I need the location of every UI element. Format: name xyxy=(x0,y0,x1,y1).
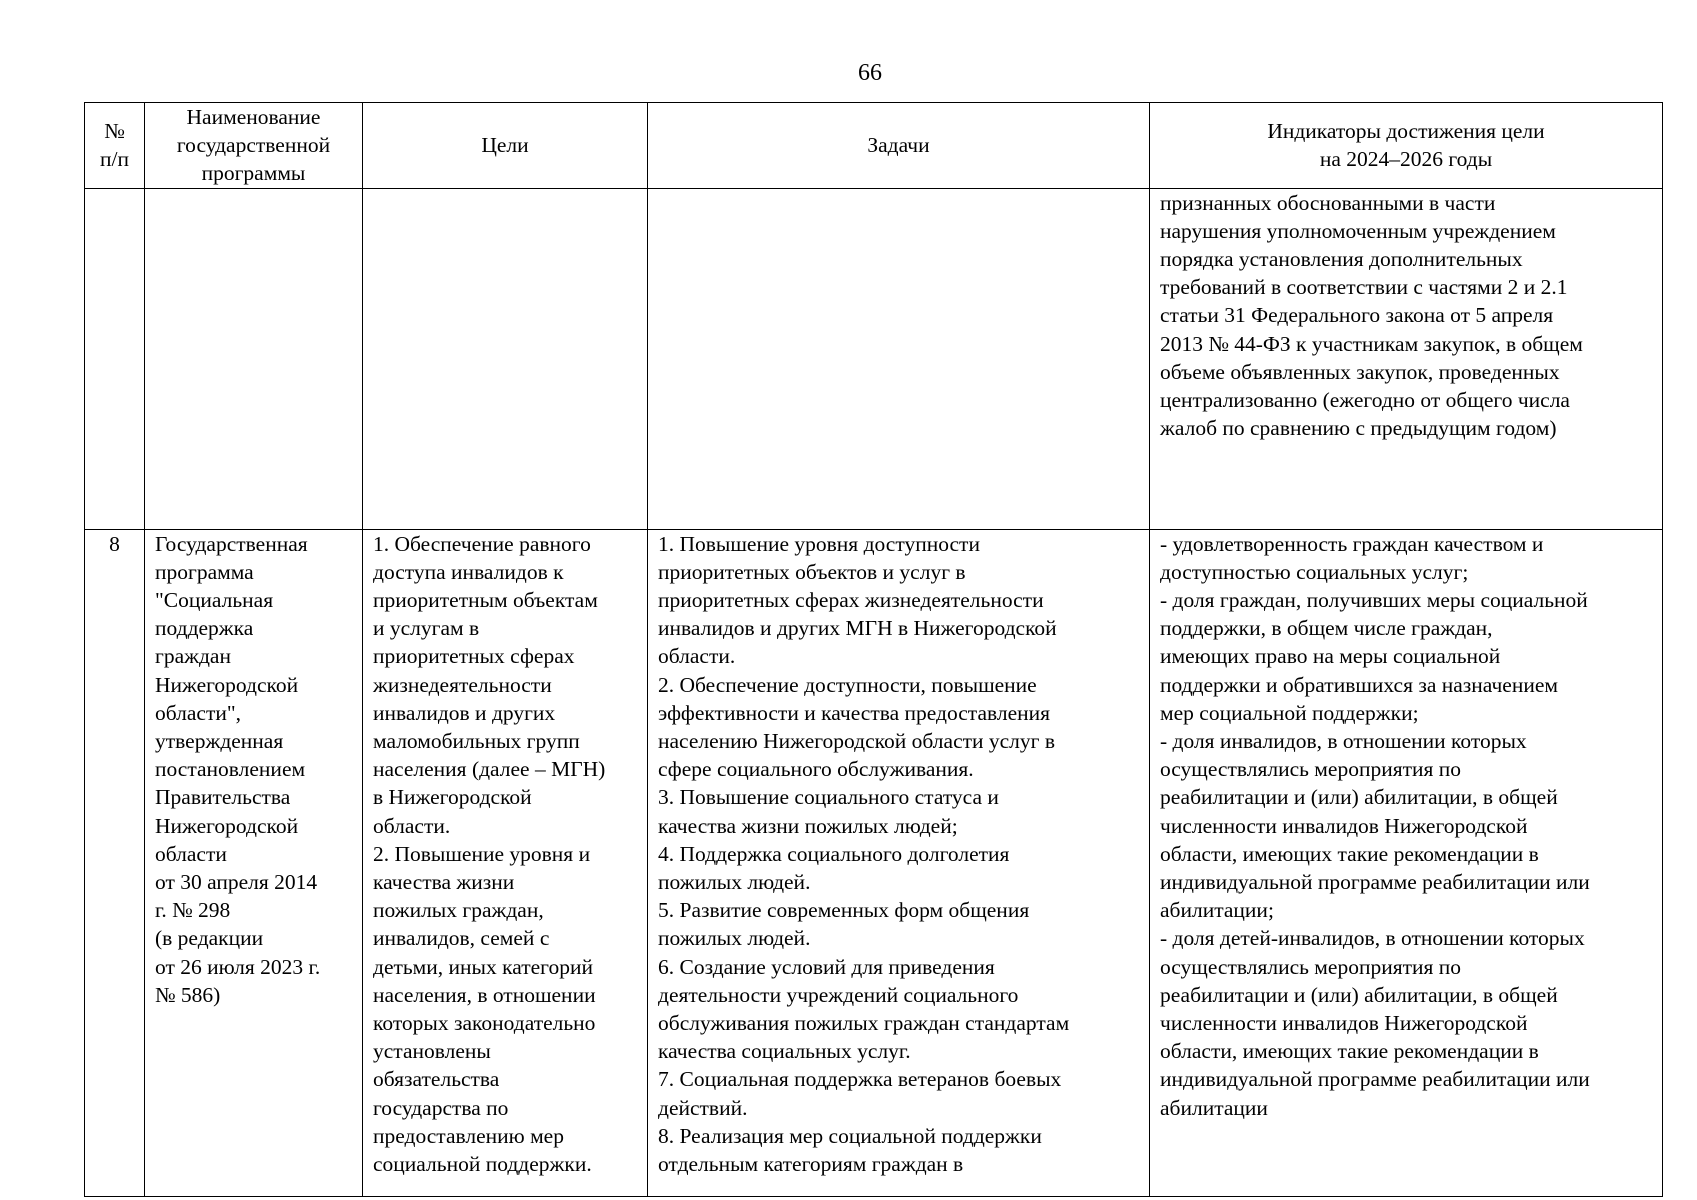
table-row-continuation xyxy=(85,188,1663,529)
cell-tasks: 1. Повышение уровня доступности приоритетных объектов и услуг в приоритетных сферах жизнедеятельности инвалидов и других МГН в Нижегородской области. 2. Обеспечение доступности, повышение эффективности и качества предоставления населению Нижегородской области услуг в сфере социального обслуживания. 3. Повышение социального статуса и качества жизни пожилых людей; 4. Поддержка социального долголетия пожилых людей. 5. Развитие современных форм общения пожилых людей. 6. Создание условий для приведения деятельности учреждений социального обслуживания пожилых граждан стандартам качества социальных услуг. 7. Социальная поддержка ветеранов боевых действий. 8. Реализация мер социальной поддержки отдельным категориям граждан в xyxy=(648,529,1150,1196)
table-row-8 xyxy=(85,529,1663,1196)
programs-table xyxy=(84,102,1663,1197)
page-number: 66 xyxy=(858,60,882,86)
header-goals: Цели xyxy=(363,103,648,189)
cell-goals: 1. Обеспечение равного доступа инвалидов к приоритетным объектам и услугам в приоритетных сферах жизнедеятельности инвалидов и других маломобильных групп населения (далее – МГН) в Нижегородской области. 2. Повышение уровня и качества жизни пожилых граждан, инвалидов, семей с детьми, иных категорий населения, в отношении которых законодательно установлены обязательства государства по предоставлению мер социальной поддержки. xyxy=(363,529,648,1196)
cell-tasks xyxy=(648,188,1150,529)
cell-program: Государственная программа "Социальная поддержка граждан Нижегородской области", утвержденная постановлением Правительства Нижегородской области от 30 апреля 2014 г. № 298 (в редакции от 26 июля 2023 г. № 586) xyxy=(145,529,363,1196)
cell-program xyxy=(145,188,363,529)
cell-indicators: признанных обоснованными в части нарушения уполномоченным учреждением порядка установления дополнительных требований в соответствии с частями 2 и 2.1 статьи 31 Федерального закона от 5 апреля 2013 № 44-ФЗ к участникам закупок, в общем объеме объявленных закупок, проведенных централизованно (ежегодно от общего числа жалоб по сравнению с предыдущим годом) xyxy=(1150,188,1663,529)
cell-num xyxy=(85,188,145,529)
header-num: № п/п xyxy=(85,103,145,189)
header-program: Наименование государственной программы xyxy=(145,103,363,189)
header-indicators: Индикаторы достижения цели на 2024–2026 годы xyxy=(1150,103,1663,189)
header-tasks: Задачи xyxy=(648,103,1150,189)
table-header-row xyxy=(85,103,1663,189)
cell-num: 8 xyxy=(85,529,145,1196)
cell-indicators: - удовлетворенность граждан качеством и доступностью социальных услуг; - доля граждан, получивших меры социальной поддержки, в общем числе граждан, имеющих право на меры социальной поддержки и обратившихся за назначением мер социальной поддержки; - доля инвалидов, в отношении которых осуществлялись мероприятия по реабилитации и (или) абилитации, в общей численности инвалидов Нижегородской области, имеющих такие рекомендации в индивидуальной программе реабилитации или абилитации; - доля детей-инвалидов, в отношении которых осуществлялись мероприятия по реабилитации и (или) абилитации, в общей численности инвалидов Нижегородской области, имеющих такие рекомендации в индивидуальной программе реабилитации или абилитации xyxy=(1150,529,1663,1196)
cell-goals xyxy=(363,188,648,529)
